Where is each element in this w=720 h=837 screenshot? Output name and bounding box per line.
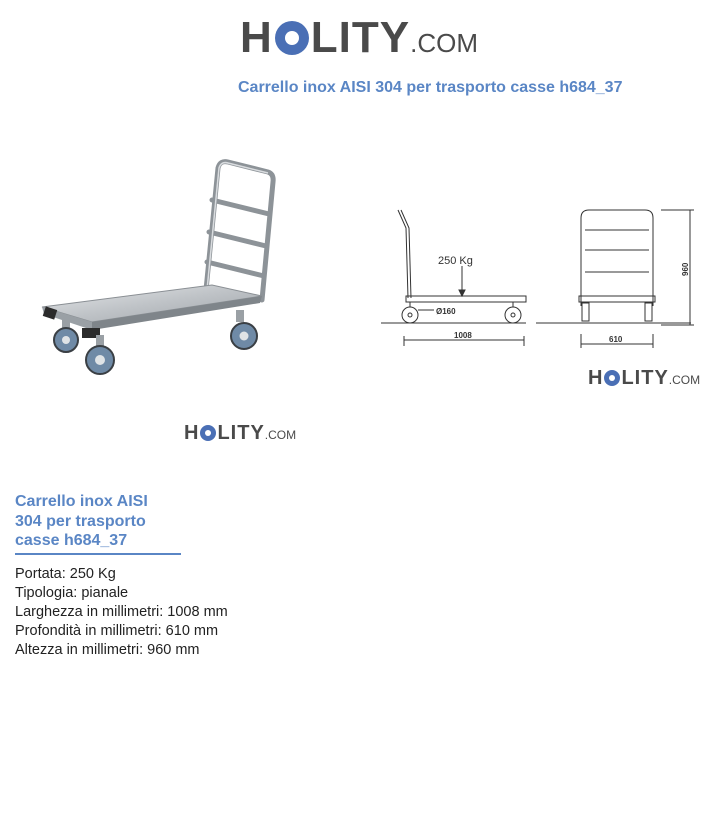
logo-domain: .COM: [264, 428, 297, 442]
logo-o-icon: [200, 425, 216, 441]
spec-item: Tipologia: pianale: [15, 585, 129, 601]
spec-item: Larghezza in millimetri: 1008 mm: [15, 604, 228, 620]
load-label: 250 Kg: [438, 255, 473, 267]
product-title: Carrello inox AISI 304 per trasporto casse h684_37: [15, 493, 148, 549]
spec-list: [15, 565, 228, 660]
logo-o-icon: [604, 370, 620, 386]
spec-item: Portata: 250 Kg: [15, 566, 116, 582]
holity-logo-small: [588, 368, 700, 388]
logo-letters: LITY: [621, 367, 669, 389]
logo-o-icon: [275, 21, 309, 55]
holity-logo-small: [184, 423, 296, 443]
logo-letter-h: H: [588, 367, 604, 389]
length-label: 1008: [454, 331, 472, 340]
logo-letter-h: H: [184, 422, 200, 444]
logo-domain: .COM: [410, 28, 478, 58]
height-label: 960: [681, 262, 690, 276]
logo-domain: .COM: [668, 373, 701, 387]
width-label: 610: [609, 335, 623, 344]
logo-letters: LITY: [217, 422, 265, 444]
title-divider: [15, 553, 181, 555]
logo-letter-h: H: [240, 13, 273, 62]
wheel-label: Ø160: [436, 307, 456, 316]
logo-letters: LITY: [310, 13, 411, 62]
page-title: Carrello inox AISI 304 per trasporto casse h684_37: [238, 79, 623, 96]
spec-item: Altezza in millimetri: 960 mm: [15, 642, 200, 658]
holity-logo[interactable]: [240, 13, 478, 62]
spec-item: Profondità in millimetri: 610 mm: [15, 623, 219, 639]
product-photo: [36, 150, 286, 390]
technical-drawing: [376, 198, 706, 358]
